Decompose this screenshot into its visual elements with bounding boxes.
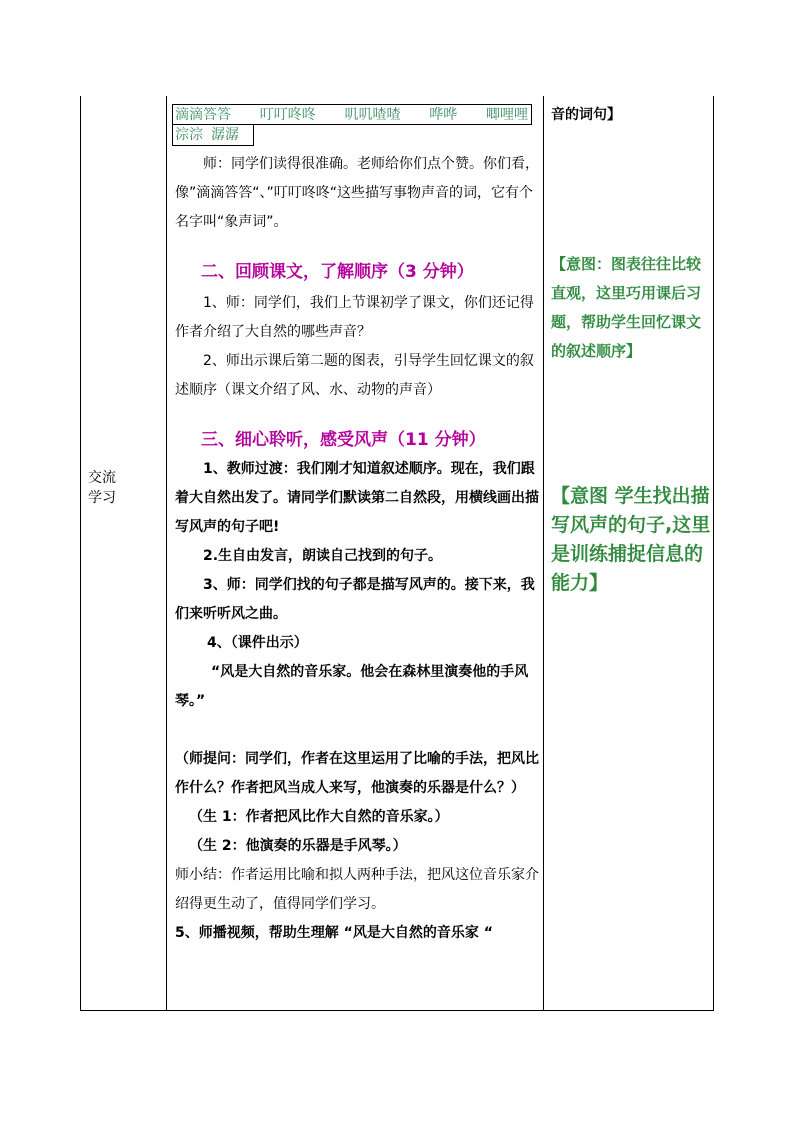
teacher-summary: 师小结：作者运用比喻和拟人两种手法，把风这位音乐家介绍得更生动了，值得同学们学习。: [175, 867, 539, 912]
paragraph: 2、师出示课后第二题的图表，引导学生回忆课文的叙述顺序（课文介绍了风、水、动物的声音）: [175, 353, 534, 398]
table-border-col2: [543, 96, 544, 1011]
onomatopoeia-word: 滴滴答答: [175, 107, 231, 123]
onomatopoeia-box-row1: [172, 104, 532, 125]
intent-note-review: 【意图：图表往往比较直观，这里巧用课后习题，帮助学生回忆课文的叙述顺序】: [551, 255, 702, 360]
intent-note-top: 音的词句】: [551, 107, 621, 123]
paragraph: 3、师：同学们找的句子都是描写风声的。接下来，我们来听听风之曲。: [175, 577, 535, 622]
lesson-content: [175, 104, 541, 948]
section-label: 交流 学习: [88, 470, 116, 506]
table-border-right: [713, 96, 714, 1011]
onomatopoeia-word: 唧哩哩: [486, 107, 528, 123]
paragraph: 4、（课件出示）: [207, 635, 308, 651]
table-border-col1: [166, 96, 167, 1011]
onomatopoeia-word: 淙淙: [175, 127, 203, 143]
quote: “风是大自然的音乐家。他会在森林里演奏他的手风琴。”: [175, 664, 529, 709]
paragraph: 5、师播视频，帮助生理解 “风是大自然的音乐家 “: [175, 925, 493, 941]
heading-review: 二、回顾课文，了解顺序（3 分钟）: [201, 262, 474, 282]
teacher-praise: 师：同学们读得很准确。老师给你们点个赞。你们看，像”滴滴答答“、”叮叮咚咚“这些描写事物声音的词，它有个名字叫“象声词”。: [175, 156, 539, 230]
onomatopoeia-word: 潺潺: [211, 127, 239, 143]
student-answer: （生 1：作者把风比作大自然的音乐家。）: [189, 809, 449, 825]
intent-note-listen: 【意图 学生找出描写风声的句子,这里是训练捕捉信息的能力】: [551, 485, 711, 594]
table-border-left: [80, 96, 81, 1011]
onomatopoeia-box-row2: [172, 125, 254, 146]
onomatopoeia-word: 叽叽喳喳: [344, 107, 401, 123]
heading-listen: 三、细心聆听，感受风声（11 分钟）: [201, 430, 486, 450]
onomatopoeia-word: 哗哗: [429, 107, 458, 123]
student-answer: （生 2：他演奏的乐器是手风琴。）: [189, 838, 407, 854]
paragraph: 2.生自由发言，朗读自己找到的句子。: [203, 548, 443, 564]
paragraph: 1、教师过渡：我们刚才知道叙述顺序。现在，我们跟着大自然出发了。请同学们默读第二自然段，用横线画出描写风声的句子吧!: [175, 461, 539, 535]
question: （师提问：同学们，作者在这里运用了比喻的手法，把风比作什么？作者把风当成人来写，他演奏的乐器是什么？）: [175, 751, 539, 796]
paragraph: 1、师：同学们，我们上节课初学了课文，你们还记得作者介绍了大自然的哪些声音？: [175, 295, 534, 340]
onomatopoeia-word: 叮叮咚咚: [259, 107, 316, 123]
table-border-bottom: [80, 1010, 714, 1011]
